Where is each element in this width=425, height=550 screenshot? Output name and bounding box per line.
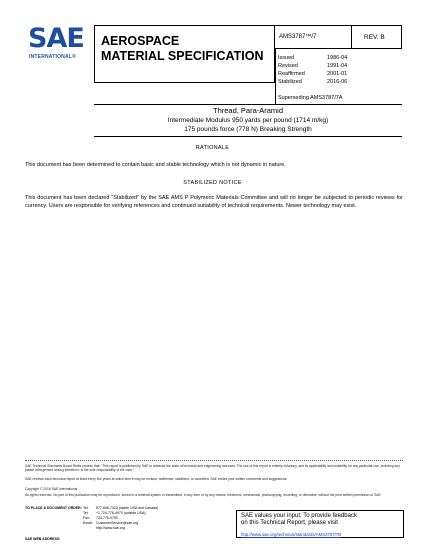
header-rule bbox=[94, 104, 402, 105]
order-label: TO PLACE A DOCUMENT ORDER: bbox=[25, 506, 82, 510]
contact-website-link[interactable]: http://www.sae.org bbox=[96, 526, 125, 530]
date-label: Reaffirmed bbox=[278, 71, 305, 77]
logo-subtitle: INTERNATIONAL® bbox=[29, 54, 76, 60]
document-title: Thread, Para-Aramid bbox=[212, 106, 284, 115]
date-row bbox=[278, 62, 400, 70]
date-label: Revised bbox=[278, 63, 298, 69]
logo-letters: SAE bbox=[28, 23, 84, 54]
footer-rule bbox=[25, 460, 403, 461]
date-row bbox=[278, 70, 400, 78]
rationale-text: This document has been determined to contain basic and stable technology which is not dynamic in nature. bbox=[25, 162, 286, 168]
contact-email-link[interactable]: CustomerService@sae.org bbox=[96, 521, 139, 525]
contact-value: 877-606-7323 (inside USA and Canada) bbox=[96, 506, 159, 510]
superseding-note: Superseding AMS3787/7A bbox=[278, 95, 343, 101]
feedback-text bbox=[241, 513, 357, 527]
date-row bbox=[278, 78, 400, 86]
date-label: Stabilized bbox=[278, 79, 302, 85]
date-value: 2016-06 bbox=[327, 79, 348, 85]
contact-value: 724-776-0790 bbox=[96, 516, 118, 520]
contact-label: Tel: bbox=[83, 511, 89, 515]
sae-logo bbox=[28, 25, 88, 65]
contact-label: Fax: bbox=[83, 516, 90, 520]
date-value: 1991-04 bbox=[327, 63, 348, 69]
contact-label: Tel: bbox=[83, 506, 89, 510]
document-title-block bbox=[94, 106, 402, 134]
feedback-link[interactable]: http://www.sae.org/technical/standards/AMS3787/7B bbox=[241, 532, 342, 537]
date-value: 2001-01 bbox=[327, 71, 348, 77]
footer-copyright: Copyright © 2016 SAE International bbox=[25, 487, 78, 491]
contact-value: +1 724-776-4970 (outside USA) bbox=[96, 511, 146, 515]
document-subtitle-1: Intermediate Modulus 950 yards per pound (1714 m/kg) bbox=[167, 117, 329, 124]
footer-review-note: SAE reviews each technical report at least every five years at which time it may be revised, reaffirmed, stabilized, or cancelled. SAE invites your written comments and suggestions. bbox=[25, 477, 288, 481]
date-table bbox=[278, 54, 400, 86]
document-subtitle-2: 175 pounds force (778 N) Breaking Strength bbox=[184, 126, 312, 133]
title-line-2: MATERIAL SPECIFICATION bbox=[101, 49, 264, 63]
doc-number-box bbox=[275, 25, 352, 49]
feedback-line-2: on this Technical Report, please visit bbox=[241, 520, 338, 526]
document-type-title bbox=[101, 34, 264, 64]
revision: REV. B bbox=[364, 34, 385, 41]
stabilized-heading: STABILIZED NOTICE bbox=[183, 180, 242, 186]
footer-rights-note: All rights reserved. No part of this publication may be reproduced, stored in a retrieval system or transmitted, in any form or by any means, electronic, mechanical, photocopying, recording, or otherwise, without the prior written permission of SAE. bbox=[25, 493, 382, 497]
title-line-1: AEROSPACE bbox=[101, 34, 180, 48]
title-rule bbox=[94, 136, 402, 137]
feedback-box bbox=[236, 510, 404, 538]
revision-box bbox=[352, 25, 402, 49]
header-title-box bbox=[94, 25, 275, 83]
footer-rules-note: SAE Technical Standards Board Rules provide that: "This report is published by SAE to advance the state of technical and engineering sciences. The use of this report is entirely voluntary, and its applicability and suitability for any particular use, including any patent infringement arising therefrom, is the sole responsibility of the user." bbox=[25, 464, 400, 473]
rationale-heading: RATIONALE bbox=[195, 145, 230, 151]
web-address-label: SAE WEB ADDRESS: bbox=[25, 537, 61, 541]
doc-number: AMS3787™/7 bbox=[279, 34, 317, 40]
feedback-line-1: SAE values your input. To provide feedback bbox=[241, 513, 357, 519]
header-divider bbox=[275, 49, 276, 104]
contact-row bbox=[83, 526, 203, 531]
date-value: 1986-04 bbox=[327, 55, 348, 61]
contact-label: Email: bbox=[83, 521, 93, 525]
contact-list bbox=[83, 506, 203, 531]
stabilized-text: This document has been declared "Stabilized" by the SAE AMS P Polymeric Materials Committee and will no longer be subjected to periodic reviews for currency. Users are responsible for verifying references and continued suitability of technical requirements. Newer technology may exist. bbox=[25, 195, 403, 209]
date-label: Issued bbox=[278, 55, 295, 61]
date-row bbox=[278, 54, 400, 62]
